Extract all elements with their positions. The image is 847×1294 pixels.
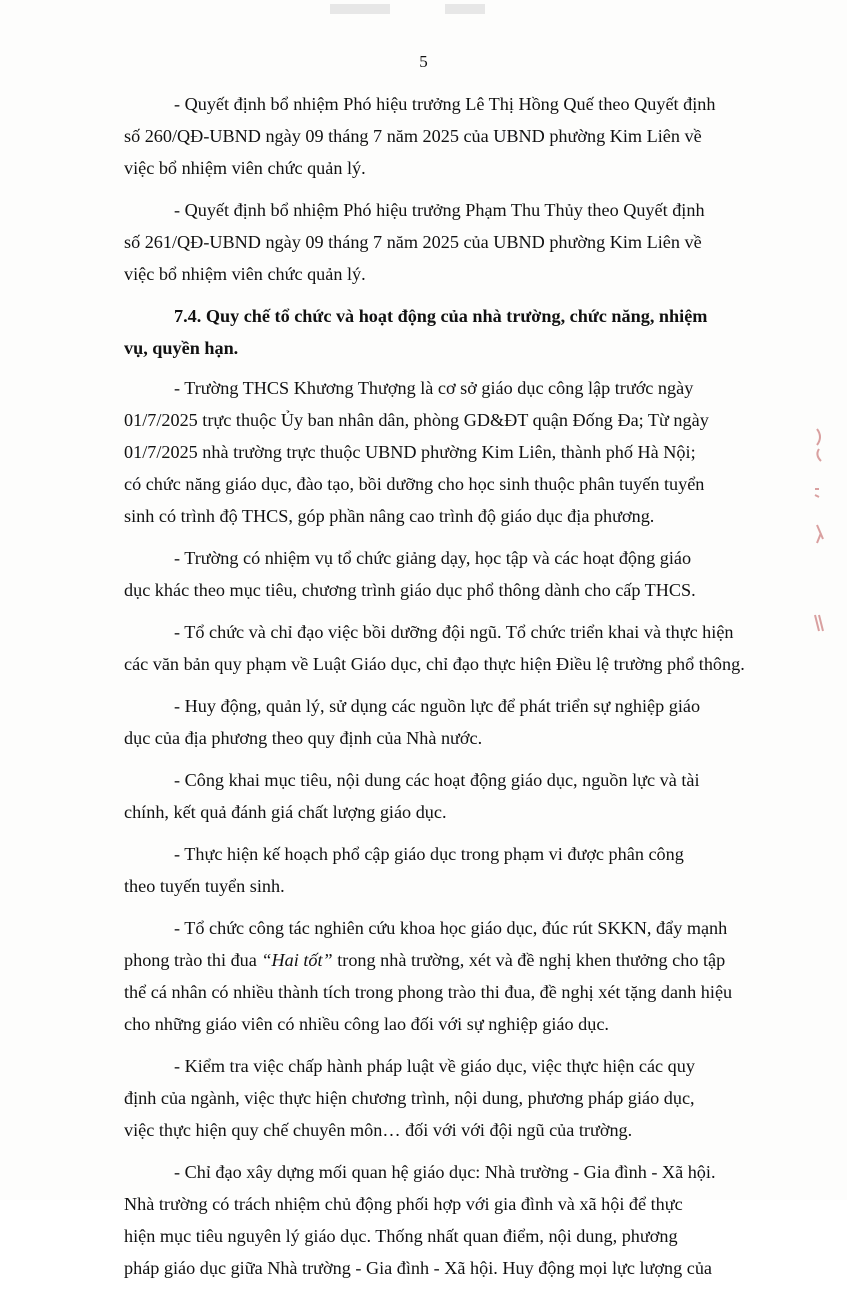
text-line: - Chỉ đạo xây dựng mối quan hệ giáo dục: Nhà trường - Gia đình - Xã hội. [174,1162,716,1182]
text-line: cho những giáo viên có nhiều công lao đối với sự nghiệp giáo dục. [124,1014,609,1034]
text-line: - Huy động, quản lý, sử dụng các nguồn lực để phát triển sự nghiệp giáo [174,696,701,716]
text-line: 01/7/2025 trực thuộc Ủy ban nhân dân, phòng GD&ĐT quận Đống Đa; Từ ngày [124,410,709,430]
page-number: 5 [419,52,428,71]
paragraph [124,912,772,1040]
text-line: định của ngành, việc thực hiện chương trình, nội dung, phương pháp giáo dục, [124,1088,695,1108]
text-line: theo tuyến tuyển sinh. [124,876,285,896]
text-line: Nhà trường có trách nhiệm chủ động phối hợp với gia đình và xã hội để thực [124,1194,683,1214]
text-line: số 261/QĐ-UBND ngày 09 tháng 7 năm 2025 của UBND phường Kim Liên về [124,232,702,252]
text-line: các văn bản quy phạm về Luật Giáo dục, chỉ đạo thực hiện Điều lệ trường phổ thông. [124,654,745,674]
paragraph [124,88,772,184]
text-line: việc bổ nhiệm viên chức quản lý. [124,158,366,178]
text-line: vụ, quyền hạn. [124,338,239,358]
text-line: pháp giáo dục giữa Nhà trường - Gia đình - Xã hội. Huy động mọi lực lượng của [124,1258,713,1278]
paragraph [124,616,772,680]
text-line: thể cá nhân có nhiều thành tích trong phong trào thi đua, đề nghị xét tặng danh hiệu [124,982,733,1002]
section-heading [124,300,772,364]
text-line: số 260/QĐ-UBND ngày 09 tháng 7 năm 2025 của UBND phường Kim Liên về [124,126,702,146]
scan-artifact [330,4,390,14]
document-body [124,88,772,1294]
text-line: - Công khai mục tiêu, nội dung các hoạt động giáo dục, nguồn lực và tài [174,770,700,790]
paragraph [124,838,772,902]
text-line [124,944,772,976]
text-line: - Kiểm tra việc chấp hành pháp luật về giáo dục, việc thực hiện các quy [174,1056,695,1076]
paragraph [124,764,772,828]
text-line: hiện mục tiêu nguyên lý giáo dục. Thống nhất quan điểm, nội dung, phương [124,1226,678,1246]
text-line: có chức năng giáo dục, đào tạo, bồi dưỡng cho học sinh thuộc phân tuyến tuyển [124,474,705,494]
paragraph [124,1050,772,1146]
text-line: - Trường có nhiệm vụ tổ chức giảng dạy, học tập và các hoạt động giáo [174,548,692,568]
text-segment: trong nhà trường, xét và đề nghị khen thưởng cho tập [332,950,726,970]
paragraph [124,372,772,532]
paragraph [124,690,772,754]
italic-phrase: “Hai tốt” [261,950,333,970]
paragraph [124,194,772,290]
text-line: sinh có trình độ THCS, góp phần nâng cao trình độ giáo dục địa phương. [124,506,655,526]
paragraph [124,542,772,606]
scan-artifact [445,4,485,14]
text-line: chính, kết quả đánh giá chất lượng giáo dục. [124,802,447,822]
text-line: - Quyết định bổ nhiệm Phó hiệu trưởng Lê Thị Hồng Quế theo Quyết định [174,94,716,114]
text-line: - Tổ chức công tác nghiên cứu khoa học giáo dục, đúc rút SKKN, đẩy mạnh [174,918,728,938]
text-line: dục của địa phương theo quy định của Nhà nước. [124,728,483,748]
text-line: việc bổ nhiệm viên chức quản lý. [124,264,366,284]
text-line: 7.4. Quy chế tổ chức và hoạt động của nhà trường, chức năng, nhiệm [174,306,708,326]
text-line: - Tổ chức và chỉ đạo việc bồi dưỡng đội ngũ. Tổ chức triển khai và thực hiện [174,622,734,642]
text-line: - Trường THCS Khương Thượng là cơ sở giáo dục công lập trước ngày [174,378,694,398]
text-line: - Quyết định bổ nhiệm Phó hiệu trưởng Phạm Thu Thủy theo Quyết định [174,200,705,220]
paragraph [124,1156,772,1284]
text-line: 01/7/2025 nhà trường trực thuộc UBND phường Kim Liên, thành phố Hà Nội; [124,442,696,462]
text-line: dục khác theo mục tiêu, chương trình giáo dục phổ thông dành cho cấp THCS. [124,580,696,600]
stamp-edge-marks [805,425,835,655]
text-line: việc thực hiện quy chế chuyên môn… đối với với đội ngũ của trường. [124,1120,633,1140]
text-line: - Thực hiện kế hoạch phổ cập giáo dục trong phạm vi được phân công [174,844,684,864]
text-segment: phong trào thi đua [124,950,262,970]
